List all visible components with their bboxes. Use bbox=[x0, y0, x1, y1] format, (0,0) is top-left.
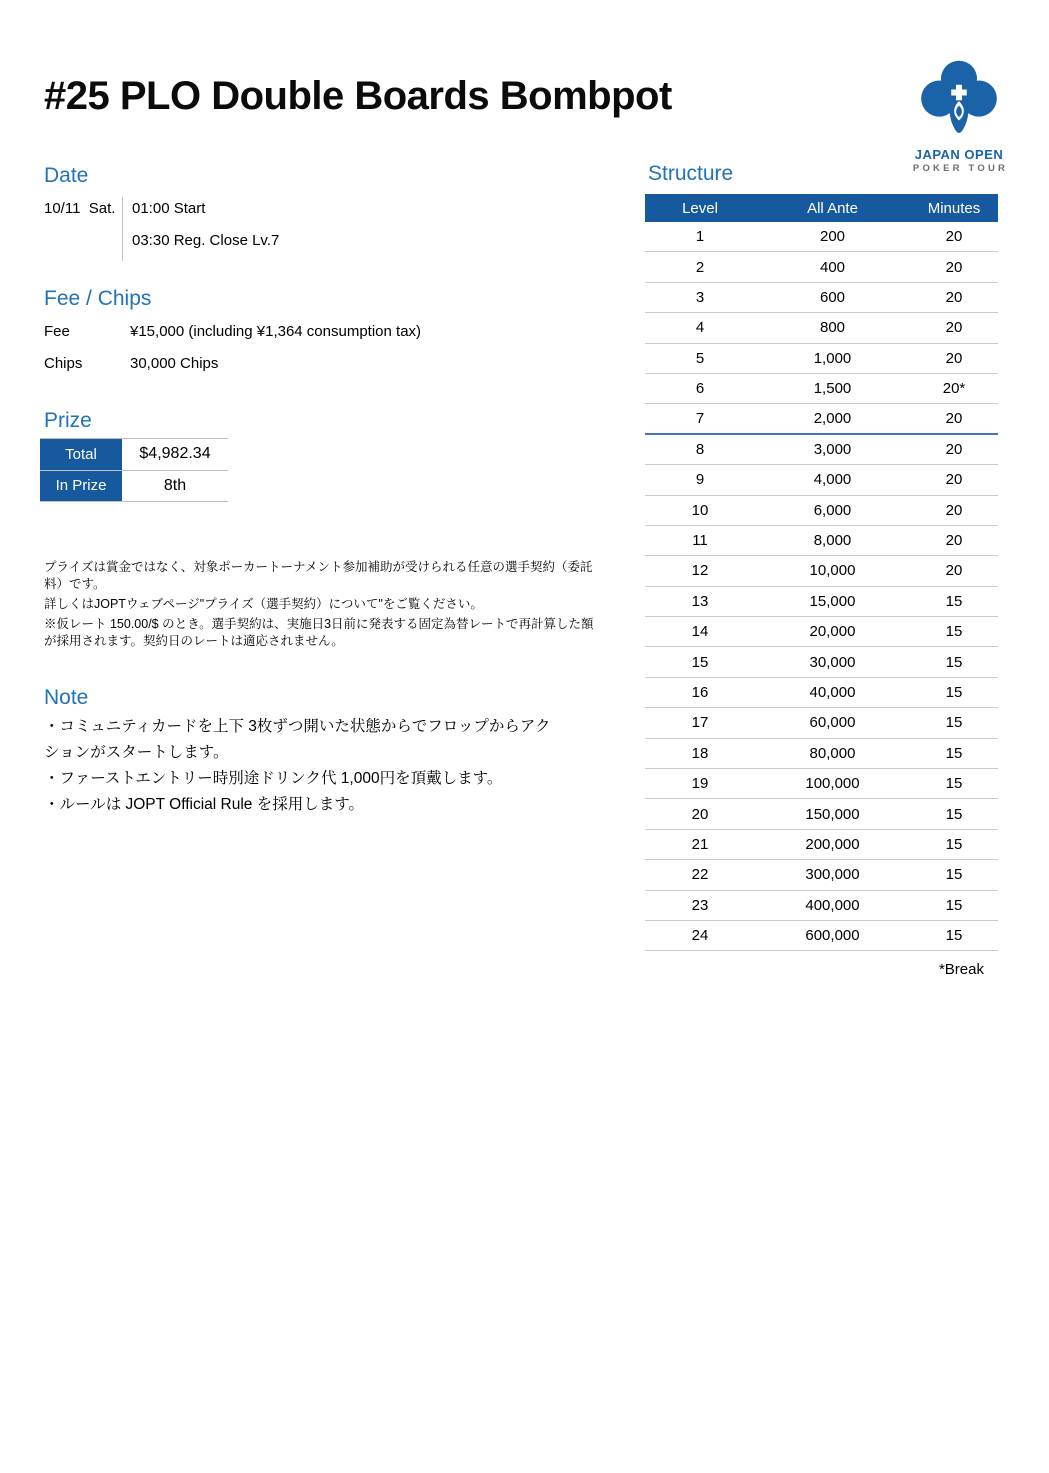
level-cell: 6 bbox=[695, 380, 705, 398]
minutes-cell: 15 bbox=[945, 744, 963, 762]
minutes-cell: 20 bbox=[945, 258, 963, 276]
prize-inprize-row bbox=[40, 471, 228, 503]
structure-row bbox=[645, 921, 998, 951]
level-cell: 3 bbox=[695, 288, 705, 306]
ante-cell: 80,000 bbox=[809, 744, 856, 762]
prize-heading: Prize bbox=[44, 409, 92, 432]
ante-cell: 600,000 bbox=[805, 927, 860, 945]
structure-row bbox=[645, 404, 998, 434]
date-row bbox=[44, 197, 279, 261]
date-value: 10/11 Sat. bbox=[44, 200, 116, 217]
level-cell: 14 bbox=[691, 623, 709, 641]
ante-cell: 600 bbox=[819, 288, 846, 306]
structure-row bbox=[645, 587, 998, 617]
note-item: ・ファーストエントリー時別途ドリンク代 1,000円を頂戴します。 bbox=[44, 770, 503, 787]
ante-cell: 400,000 bbox=[805, 896, 860, 914]
fee-value: ¥15,000 (including ¥1,364 consumption tax) bbox=[130, 323, 422, 340]
minutes-cell: 20 bbox=[945, 471, 963, 489]
structure-row bbox=[645, 313, 998, 343]
structure-table-body bbox=[645, 222, 998, 951]
ante-cell: 6,000 bbox=[813, 501, 852, 519]
level-cell: 12 bbox=[691, 562, 709, 580]
level-cell: 10 bbox=[691, 501, 709, 519]
structure-row bbox=[645, 647, 998, 677]
fee-row bbox=[44, 323, 421, 340]
minutes-cell: 15 bbox=[945, 684, 963, 702]
prize-disclaimer-line: プライズは賞金ではなく、対象ポーカートーナメント参加補助が受けられる任意の選手契約（委託料）です。 bbox=[44, 560, 593, 591]
minutes-cell: 20 bbox=[945, 349, 963, 367]
structure-row bbox=[645, 739, 998, 769]
minutes-cell: 15 bbox=[945, 866, 963, 884]
structure-row bbox=[645, 465, 998, 495]
chips-value: 30,000 Chips bbox=[130, 355, 219, 372]
reg-close-time: 03:30 Reg. Close Lv.7 bbox=[132, 232, 280, 249]
structure-row bbox=[645, 222, 998, 252]
ante-cell: 1,500 bbox=[813, 380, 852, 398]
minutes-cell: 15 bbox=[945, 805, 963, 823]
minutes-cell: 20 bbox=[945, 501, 963, 519]
structure-row bbox=[645, 252, 998, 282]
minutes-cell: 15 bbox=[945, 775, 963, 793]
note-item: ・コミュニティカードを上下 3枚ずつ開いた状態からでフロップからアクションがスタートします。 bbox=[44, 718, 551, 761]
level-cell: 23 bbox=[691, 896, 709, 914]
ante-cell: 10,000 bbox=[809, 562, 856, 580]
prize-total-value: $4,982.34 bbox=[139, 445, 211, 463]
level-cell: 7 bbox=[695, 410, 705, 428]
minutes-cell: 20 bbox=[945, 440, 963, 458]
break-footnote: *Break bbox=[938, 961, 984, 979]
level-cell: 4 bbox=[695, 319, 705, 337]
date-times bbox=[122, 197, 279, 261]
structure-row bbox=[645, 708, 998, 738]
date-section bbox=[44, 164, 279, 261]
logo-text-poker-tour: POKER TOUR bbox=[912, 163, 1009, 174]
structure-row bbox=[645, 435, 998, 465]
structure-row bbox=[645, 374, 998, 404]
structure-table-header bbox=[645, 194, 998, 222]
ante-cell: 8,000 bbox=[813, 532, 852, 550]
prize-total-row bbox=[40, 439, 228, 471]
minutes-cell: 20 bbox=[945, 288, 963, 306]
level-cell: 16 bbox=[691, 684, 709, 702]
structure-row bbox=[645, 769, 998, 799]
start-time: 01:00 Start bbox=[132, 200, 206, 217]
level-cell: 17 bbox=[691, 714, 709, 732]
structure-row bbox=[645, 830, 998, 860]
level-cell: 8 bbox=[695, 440, 705, 458]
prize-table bbox=[40, 438, 228, 502]
ante-cell: 800 bbox=[819, 319, 846, 337]
minutes-cell: 20 bbox=[945, 562, 963, 580]
level-cell: 13 bbox=[691, 592, 709, 610]
fee-label: Fee bbox=[44, 323, 70, 340]
minutes-cell: 15 bbox=[945, 592, 963, 610]
structure-row bbox=[645, 891, 998, 921]
logo-text-japan-open: JAPAN OPEN bbox=[914, 147, 1004, 162]
ante-cell: 100,000 bbox=[805, 775, 860, 793]
minutes-cell: 15 bbox=[945, 836, 963, 853]
minutes-cell: 20 bbox=[945, 319, 963, 337]
structure-row bbox=[645, 283, 998, 313]
level-cell: 9 bbox=[695, 471, 705, 489]
level-cell: 2 bbox=[695, 258, 705, 276]
minutes-cell: 15 bbox=[945, 896, 963, 914]
structure-row bbox=[645, 860, 998, 890]
note-items bbox=[44, 714, 556, 818]
minutes-cell: 15 bbox=[945, 653, 963, 671]
level-cell: 11 bbox=[692, 532, 708, 550]
ante-cell: 400 bbox=[819, 258, 846, 276]
structure-table bbox=[645, 194, 998, 978]
club-icon bbox=[916, 54, 1002, 144]
structure-row bbox=[645, 799, 998, 829]
ante-cell: 20,000 bbox=[809, 623, 856, 641]
minutes-cell: 20 bbox=[945, 532, 963, 550]
column-header-minutes: Minutes bbox=[927, 199, 981, 217]
fee-chips-heading: Fee / Chips bbox=[44, 287, 152, 310]
chips-row bbox=[44, 355, 421, 372]
date-heading: Date bbox=[44, 164, 89, 187]
structure-row bbox=[645, 617, 998, 647]
chips-label: Chips bbox=[44, 355, 83, 372]
ante-cell: 15,000 bbox=[809, 592, 856, 610]
structure-row bbox=[645, 678, 998, 708]
level-cell: 18 bbox=[691, 744, 709, 762]
minutes-cell: 15 bbox=[945, 927, 963, 945]
note-heading: Note bbox=[44, 686, 89, 709]
structure-row bbox=[645, 496, 998, 526]
level-cell: 24 bbox=[691, 927, 709, 945]
minutes-cell: 15 bbox=[945, 623, 963, 641]
prize-disclaimer-line: ※仮レート 150.00/$ のとき。選手契約は、実施日3日前に発表する固定為替レートで再計算した額が採用されます。契約日のレートは適応されません。 bbox=[44, 617, 594, 648]
structure-row bbox=[645, 344, 998, 374]
structure-section-heading bbox=[648, 162, 733, 186]
level-cell: 21 bbox=[691, 836, 709, 853]
level-cell: 1 bbox=[695, 228, 705, 246]
note-section-heading bbox=[44, 686, 88, 710]
structure-heading: Structure bbox=[648, 162, 734, 185]
prize-inprize-value: 8th bbox=[163, 476, 187, 494]
ante-cell: 200,000 bbox=[805, 836, 860, 853]
level-cell: 15 bbox=[691, 653, 709, 671]
ante-cell: 2,000 bbox=[813, 410, 852, 428]
ante-cell: 1,000 bbox=[813, 349, 852, 367]
level-cell: 22 bbox=[691, 866, 709, 884]
ante-cell: 3,000 bbox=[813, 440, 852, 458]
ante-cell: 30,000 bbox=[809, 653, 856, 671]
prize-disclaimer bbox=[44, 559, 600, 653]
fee-chips-section bbox=[44, 287, 421, 372]
ante-cell: 40,000 bbox=[809, 684, 856, 702]
ante-cell: 200 bbox=[819, 228, 846, 246]
ante-cell: 4,000 bbox=[813, 471, 852, 489]
column-header-level: Level bbox=[682, 199, 718, 217]
prize-total-label: Total bbox=[40, 439, 122, 470]
column-header-all-ante: All Ante bbox=[807, 199, 858, 217]
level-cell: 19 bbox=[691, 775, 709, 793]
level-cell: 20 bbox=[691, 805, 709, 823]
prize-inprize-label: In Prize bbox=[40, 471, 122, 502]
minutes-cell: 20 bbox=[945, 228, 963, 246]
note-item: ・ルールは JOPT Official Rule を採用します。 bbox=[44, 796, 364, 813]
prize-disclaimer-line: 詳しくはJOPTウェブページ"プライズ（選手契約）について"をご覧ください。 bbox=[44, 597, 483, 611]
minutes-cell: 20* bbox=[942, 380, 966, 398]
minutes-cell: 20 bbox=[945, 410, 963, 428]
ante-cell: 60,000 bbox=[809, 714, 856, 732]
page-title: #25 PLO Double Boards Bombpot bbox=[44, 74, 672, 118]
ante-cell: 300,000 bbox=[805, 866, 860, 884]
structure-row bbox=[645, 526, 998, 556]
jopt-logo bbox=[900, 54, 1018, 174]
ante-cell: 150,000 bbox=[805, 805, 860, 823]
prize-section-heading bbox=[44, 409, 92, 433]
level-cell: 5 bbox=[695, 349, 705, 367]
minutes-cell: 15 bbox=[945, 714, 963, 732]
structure-row bbox=[645, 556, 998, 586]
